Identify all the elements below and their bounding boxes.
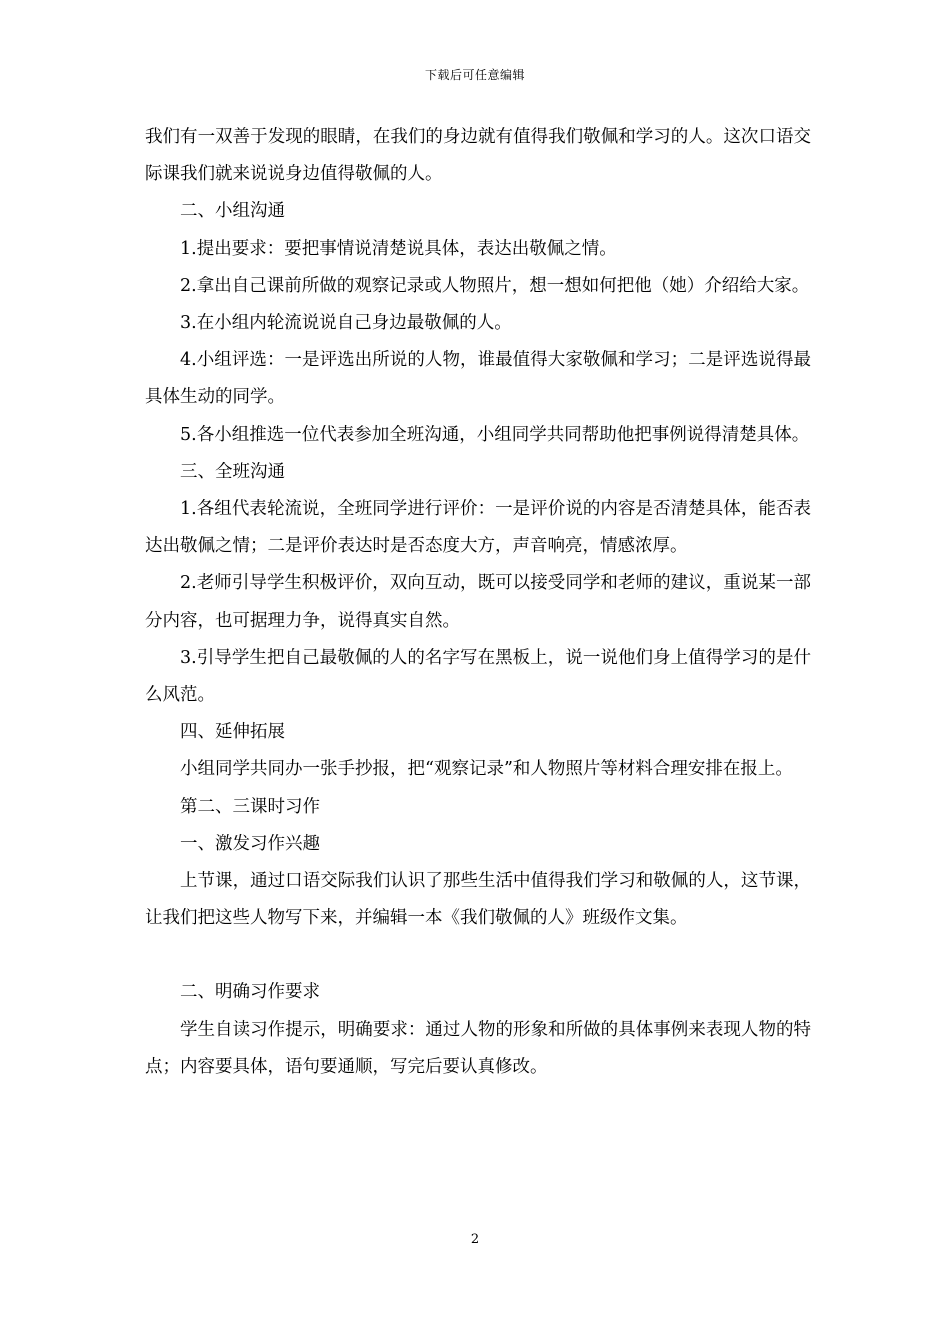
page-header: 下载后可任意编辑 <box>424 68 525 82</box>
list-item: 3.在小组内轮流说说自己身边最敬佩的人。 <box>180 313 512 334</box>
page-number: 2 <box>470 1232 480 1247</box>
list-item: 5.各小组推选一位代表参加全班沟通，小组同学共同帮助他把事例说得清楚具体。 <box>180 424 810 445</box>
document-body <box>145 119 811 1086</box>
paragraph: 学生自读习作提示，明确要求：通过人物的形象和所做的具体事例来表现人物的特点；内容要具体，语句要通顺，写完后要认真修改。 <box>145 1019 811 1077</box>
paragraph-intro: 我们有一双善于发现的眼睛，在我们的身边就有值得我们敬佩和学习的人。这次口语交际课我们就来说说身边值得敬佩的人。 <box>145 127 811 185</box>
list-item: 1.各组代表轮流说，全班同学进行评价：一是评价说的内容是否清楚具体，能否表达出敬佩之情；二是评价表达时是否态度大方，声音响亮，情感浓厚。 <box>145 499 811 557</box>
paragraph: 小组同学共同办一张手抄报，把“观察记录”和人物照片等材料合理安排在报上。 <box>180 759 793 780</box>
section-heading-requirements: 二、明确习作要求 <box>180 982 320 1003</box>
section-heading-extension: 四、延伸拓展 <box>180 722 285 743</box>
list-item: 1.提出要求：要把事情说清楚说具体，表达出敬佩之情。 <box>180 238 617 259</box>
section-heading-motivation: 一、激发习作兴趣 <box>180 833 320 854</box>
list-item: 4.小组评选：一是评选出所说的人物，谁最值得大家敬佩和学习；二是评选说得最具体生动的同学。 <box>145 350 811 408</box>
list-item: 2.拿出自己课前所做的观察记录或人物照片，想一想如何把他（她）介绍给大家。 <box>180 275 810 296</box>
paragraph: 上节课，通过口语交际我们认识了那些生活中值得我们学习和敬佩的人，这节课，让我们把这些人物写下来，并编辑一本《我们敬佩的人》班级作文集。 <box>145 871 811 929</box>
section-heading-group-discussion: 二、小组沟通 <box>180 201 285 222</box>
list-item: 2.老师引导学生积极评价，双向互动，既可以接受同学和老师的建议，重说某一部分内容，也可据理力争，说得真实自然。 <box>145 573 811 631</box>
section-heading-class-discussion: 三、全班沟通 <box>180 461 285 482</box>
lesson-heading: 第二、三课时习作 <box>180 796 320 817</box>
list-item: 3.引导学生把自己最敬佩的人的名字写在黑板上，说一说他们身上值得学习的是什么风范。 <box>145 647 811 706</box>
